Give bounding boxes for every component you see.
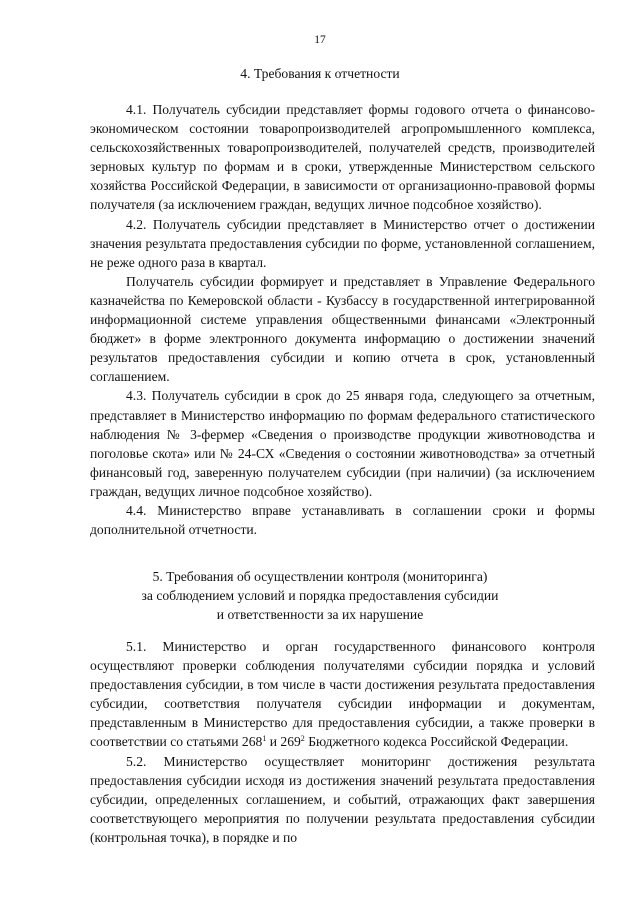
paragraph-4-3: 4.3. Получатель субсидии в срок до 25 января года, следующего за отчетным, представляет в Министерство информацию по формам федерального статистического наблюдения № 3-фермер «Сведения о производстве продукции животноводства и поголовье скота» или № 24-СХ «Сведения о состоянии животноводства» за отчетный финансовый год, заверенную получателем субсидии (при наличии) (за исключением граждан, ведущих личное подсобное хозяйство). [90,388,595,499]
paragraph-5-1 [90,637,595,752]
section-4-body [90,100,595,539]
superscript-2: 2 [300,734,305,744]
section-5-heading-line-1: 5. Требования об осуществлении контроля (мониторинга) [152,569,488,584]
section-5-body [90,637,595,847]
paragraph-5-1-mid: и 269 [266,734,301,750]
paragraph-5-2: 5.2. Министерство осуществляет мониторинг достижения результата предоставления субсидии исходя из достижения значений результата предоставления субсидии, определенных соглашением, и событий, отражающих факт завершения соответствующего мероприятия по получении результата предоставления субсидии (контрольная точка), в порядке и по [90,753,595,845]
section-5-heading-line-2: за соблюдением условий и порядка предоставления субсидии [141,588,499,603]
page-number: 17 [314,34,326,46]
superscript-1: 1 [262,734,267,744]
paragraph-4-4: 4.4. Министерство вправе устанавливать в соглашении сроки и формы дополнительной отчетности. [90,502,595,538]
section-5-heading-line-3: и ответственности за их нарушение [216,607,424,622]
paragraph-4-2: 4.2. Получатель субсидии представляет в Министерство отчет о достижении значения результата предоставления субсидии по форме, установленной соглашением, не реже одного раза в квартал. [90,216,595,270]
section-4-heading: 4. Требования к отчетности [240,66,400,81]
paragraph-4-2-treasury: Получатель субсидии формирует и представляет в Управление Федерального казначейства по Кемеровской области - Кузбассу в государственной интегрированной информационной системе управления общественными финансами «Электронный бюджет» в форме электронного документа информацию о достижении значений результатов предоставления субсидии и копию отчета в срок, установленный соглашением. [90,273,595,385]
paragraph-4-1: 4.1. Получатель субсидии представляет формы годового отчета о финансово-экономическом состоянии товаропроизводителей агропромышленного комплекса, сельскохозяйственных товаропроизводителей, получателей средств, производителей зерновых культур по формам и в сроки, утвержденные Министерством сельского хозяйства Российской Федерации, в зависимости от организационно-правовой формы получателя (за исключением граждан, ведущих личное подсобное хозяйство). [90,102,595,213]
paragraph-5-1-text: 5.1. Министерство и орган государственного финансового контроля осуществляют проверки соблюдения получателями субсидии порядка и условий предоставления субсидии, в том числе в части достижения результата предоставления субсидии, соответствия получателя субсидии информации и документам, представленным в Министерство для предоставления субсидии, а также проверки в соответствии со статьями 268 [90,639,595,750]
paragraph-5-1-end: Бюджетного кодекса Российской Федерации. [304,734,569,750]
section-5-heading [60,567,580,624]
